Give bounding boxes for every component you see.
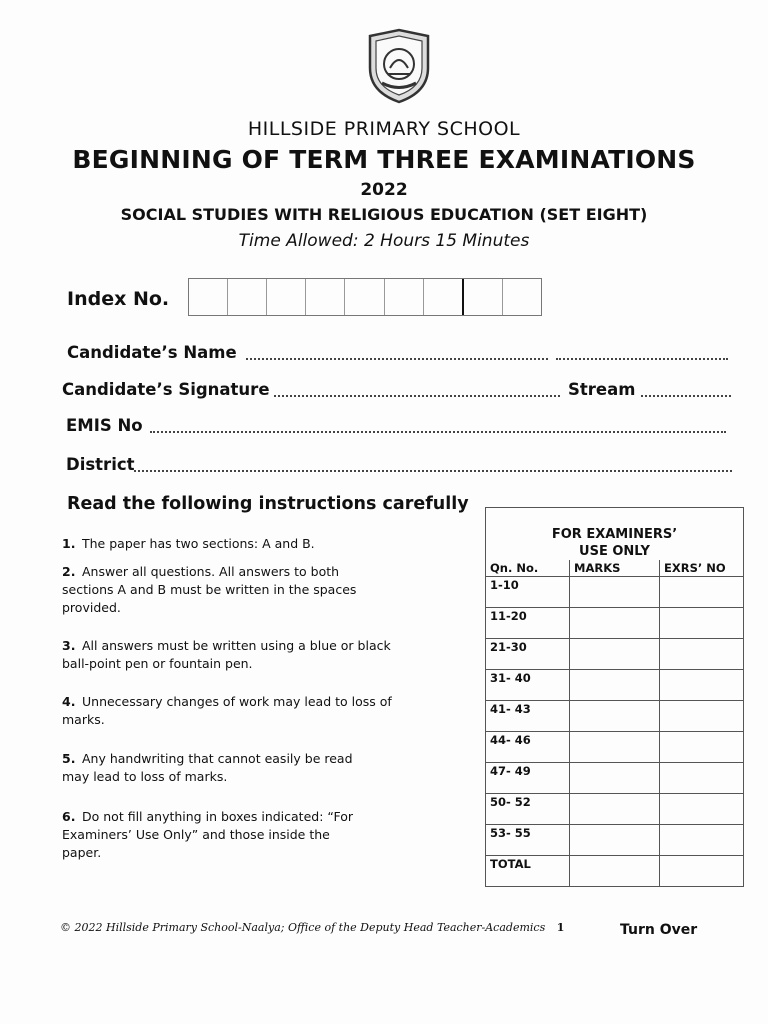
examiners-table-title <box>486 508 744 561</box>
index-box[interactable] <box>189 279 228 315</box>
marks-cell[interactable] <box>570 825 660 856</box>
index-label: Index No. <box>67 288 170 310</box>
instruction-text: The paper has two sections: A and B. <box>82 536 315 551</box>
instruction-item <box>62 535 402 553</box>
index-box[interactable] <box>306 279 345 315</box>
exam-year: 2022 <box>360 180 408 200</box>
district-label: District <box>66 455 135 474</box>
index-box[interactable] <box>228 279 267 315</box>
turn-over-label: Turn Over <box>620 922 698 938</box>
question-range-cell: 47- 49 <box>486 763 570 794</box>
examiner-no-cell[interactable] <box>660 670 744 701</box>
copyright-text: © 2022 Hillside Primary School-Naalya; Office of the Deputy Head Teacher-Academics <box>60 921 546 934</box>
question-range-cell: 50- 52 <box>486 794 570 825</box>
examiners-table <box>485 507 744 887</box>
subject-title: SOCIAL STUDIES WITH RELIGIOUS EDUCATION (SET EIGHT) <box>120 205 648 224</box>
district-line[interactable] <box>134 470 732 472</box>
examiner-no-cell[interactable] <box>660 639 744 670</box>
candidate-signature-label: Candidate’s Signature <box>62 380 270 399</box>
examiner-no-cell[interactable] <box>660 608 744 639</box>
page-number: 1 <box>556 921 565 934</box>
index-box[interactable] <box>345 279 384 315</box>
marks-cell[interactable] <box>570 794 660 825</box>
examiner-no-cell[interactable] <box>660 794 744 825</box>
instruction-item <box>62 563 392 617</box>
school-name: HILLSIDE PRIMARY SCHOOL <box>247 118 521 140</box>
instruction-text: Answer all questions. All answers to both sections A and B must be written in the spaces provided. <box>62 564 357 615</box>
examiner-no-cell[interactable] <box>660 577 744 608</box>
question-range-cell: 41- 43 <box>486 701 570 732</box>
index-box[interactable] <box>464 279 503 315</box>
index-number-boxes[interactable] <box>188 278 542 316</box>
instruction-item <box>62 693 407 729</box>
candidate-name-line-2[interactable] <box>556 358 728 360</box>
examiners-title-line2: USE ONLY <box>579 544 650 559</box>
index-box[interactable] <box>424 279 464 315</box>
instruction-item <box>62 637 392 673</box>
question-range-cell: 31- 40 <box>486 670 570 701</box>
candidate-signature-line[interactable] <box>274 395 560 397</box>
question-range-cell: 44- 46 <box>486 732 570 763</box>
instruction-number: 6. <box>62 809 76 824</box>
question-range-cell: 21-30 <box>486 639 570 670</box>
total-cell: TOTAL <box>486 856 570 887</box>
marks-cell[interactable] <box>570 670 660 701</box>
marks-cell[interactable] <box>570 732 660 763</box>
emis-label: EMIS No <box>66 416 143 435</box>
marks-cell[interactable] <box>570 608 660 639</box>
footer-copyright <box>60 921 564 934</box>
column-header: EXRS’ NO <box>660 560 744 577</box>
marks-cell[interactable] <box>570 763 660 794</box>
instruction-text: Unnecessary changes of work may lead to loss of marks. <box>62 694 392 727</box>
instruction-text: Any handwriting that cannot easily be read may lead to loss of marks. <box>62 751 353 784</box>
school-crest-icon <box>364 28 434 104</box>
index-box[interactable] <box>503 279 541 315</box>
marks-cell[interactable] <box>570 701 660 732</box>
question-range-cell: 11-20 <box>486 608 570 639</box>
question-range-cell: 1-10 <box>486 577 570 608</box>
column-header: Qn. No. <box>486 560 570 577</box>
stream-label: Stream <box>568 380 636 399</box>
column-header: MARKS <box>570 560 660 577</box>
instruction-number: 2. <box>62 564 76 579</box>
marks-cell[interactable] <box>570 639 660 670</box>
total-examiner-cell[interactable] <box>660 856 744 887</box>
exam-title: BEGINNING OF TERM THREE EXAMINATIONS <box>72 145 696 174</box>
instruction-number: 5. <box>62 751 76 766</box>
candidate-name-label: Candidate’s Name <box>67 343 237 362</box>
stream-line[interactable] <box>641 395 731 397</box>
instruction-item <box>62 750 372 786</box>
examiner-no-cell[interactable] <box>660 732 744 763</box>
instruction-number: 1. <box>62 536 76 551</box>
candidate-name-line[interactable] <box>246 358 548 360</box>
instruction-text: Do not fill anything in boxes indicated: “For Examiners’ Use Only” and those inside the paper. <box>62 809 354 860</box>
instruction-text: All answers must be written using a blue or black ball-point pen or fountain pen. <box>62 638 391 671</box>
marks-cell[interactable] <box>570 577 660 608</box>
examiners-title-line1: FOR EXAMINERS’ <box>551 527 678 542</box>
instruction-item <box>62 808 372 862</box>
time-allowed: Time Allowed: 2 Hours 15 Minutes <box>238 231 530 251</box>
question-range-cell: 53- 55 <box>486 825 570 856</box>
examiner-no-cell[interactable] <box>660 825 744 856</box>
instructions-title: Read the following instructions carefully <box>67 494 469 514</box>
examiner-no-cell[interactable] <box>660 763 744 794</box>
index-box[interactable] <box>385 279 424 315</box>
total-marks-cell[interactable] <box>570 856 660 887</box>
examiner-no-cell[interactable] <box>660 701 744 732</box>
emis-line[interactable] <box>150 431 726 433</box>
instruction-number: 4. <box>62 694 76 709</box>
instruction-number: 3. <box>62 638 76 653</box>
index-box[interactable] <box>267 279 306 315</box>
